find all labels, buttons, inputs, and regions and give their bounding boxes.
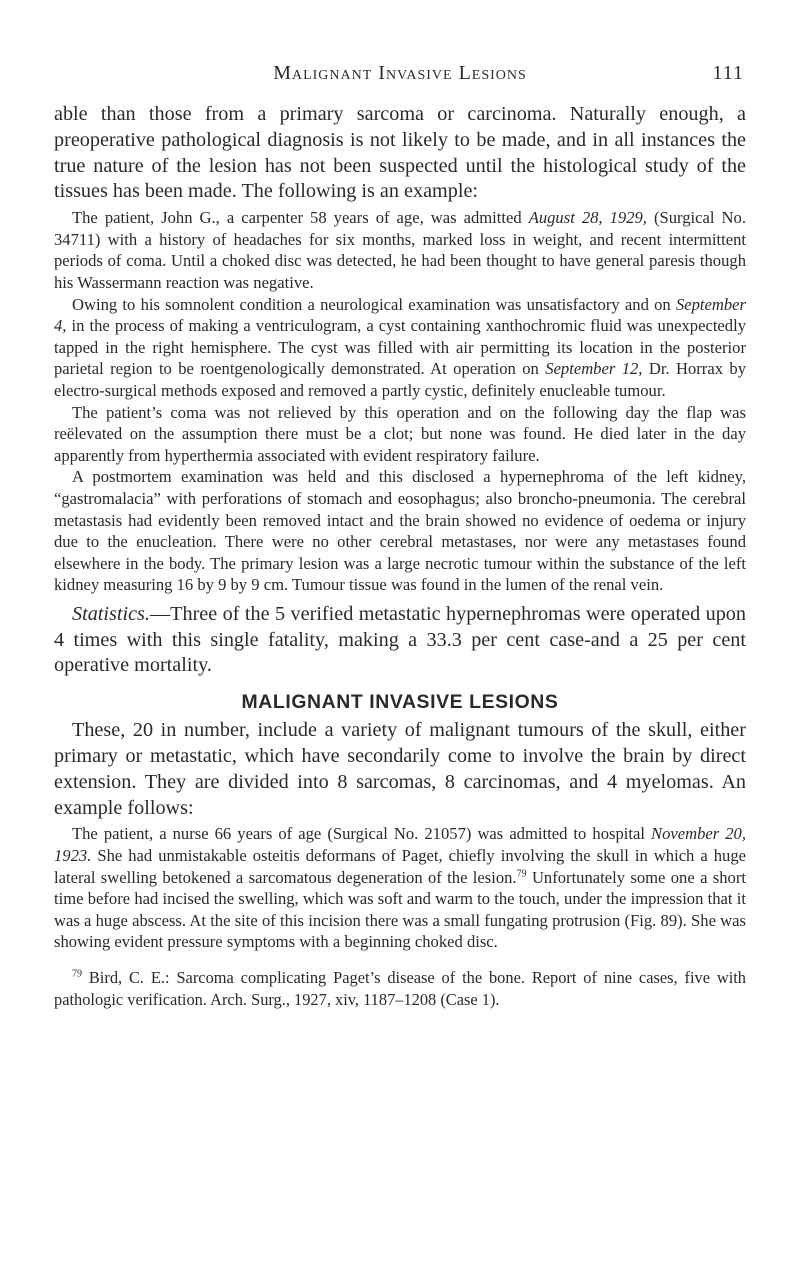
page-number: 111 — [712, 62, 744, 84]
case2-admission-date: November 20, 1923. — [54, 824, 746, 866]
footnote-text: Bird, C. E.: Sarcoma complicating Paget’s disease of the bone. Report of nine cases, five with pathologic verification. Arch. Surg., 1927, xiv, 1187–1208 (Case 1). — [54, 968, 746, 1009]
case1-paragraph-1 — [54, 207, 746, 293]
case1-admission-date: August 28, 1929, — [528, 208, 647, 228]
section-intro-paragraph: These, 20 in number, include a variety of malignant tumours of the skull, either primary or metastatic, which have secondarily come to involve the brain by direct extension. They are divided into 8 sarcomas, 8 carcinomas, and 4 myelomas. An example follows: — [54, 719, 746, 819]
statistics-paragraph — [54, 602, 746, 679]
footnote-number: 79 — [72, 968, 82, 980]
case2-text-a: The patient, a nurse 66 years of age (Surgical No. 21057) was admitted to hospital — [72, 824, 651, 844]
case1-paragraph-2 — [54, 294, 746, 402]
case1-text-b: (Surgical No. 34711) with a history of headaches for six months, marked loss in weight, and recent intermittent periods of coma. Until a choked disc was detected, he had been thought to have general paresis though his Wassermann reaction was negative. — [54, 208, 746, 292]
case2-text-c: Unfortunately some one a short time before had incised the swelling, which was soft and warm to the touch, under the impression that it was a huge abscess. At the site of this incision there was a small fungating protrusion (Fig. 89). She was showing evident pressure symptoms with a beginning choked disc. — [54, 867, 746, 952]
statistics-text: —Three of the 5 verified metastatic hypernephromas were operated upon 4 times with this single fatality, making a 33.3 per cent case-and a 25 per cent operative mortality. — [54, 602, 746, 677]
case1-paragraph-4: A postmortem examination was held and this disclosed a hypernephroma of the left kidney, “gastromalacia” with perforations of stomach and eosophagus; also broncho-pneumonia. The cerebral metastasis had evidently been removed intact and the brain showed no evidence of oedema or injury due to the enucleation. There were no other cerebral metastases, nor were any metastases found elsewhere in the body. The primary lesion was a large necrotic tumour within the substance of the left kidney measuring 16 by 9 by 9 cm. Tumour tissue was found in the lumen of the renal vein. — [54, 467, 746, 595]
running-head — [54, 62, 746, 86]
case1-paragraph-3: The patient’s coma was not relieved by this operation and on the following day the flap was reëlevated on the assumption there must be a clot; but none was found. He died later in the day apparently from hyperthermia associated with evident respiratory failure. — [54, 402, 746, 465]
case1-text-a: The patient, John G., a carpenter 58 years of age, was admitted — [72, 208, 529, 228]
case1-ventriculogram-date: September 4, — [54, 294, 746, 336]
case2-paragraph — [54, 823, 746, 953]
case1-operation-date: September 12, — [545, 359, 643, 379]
case1-text-d: in the process of making a ventriculogram, a cyst containing xanthochromic fluid was unexpectedly tapped in the right hemisphere. The cyst was filled with air permitting its location in the posterior parietal region to be roentgenologically demonstrated. At operation on — [54, 316, 746, 379]
body-text — [54, 102, 746, 1010]
intro-paragraph: able than those from a primary sarcoma or carcinoma. Naturally enough, a preoperative pathological diagnosis is not likely to be made, and in all instances the true nature of the lesion has not been suspected until the histological study of the tissues has been made. The following is an example: — [54, 103, 746, 203]
case1-text-c: Owing to his somnolent condition a neurological examination was unsatisfactory and on — [72, 294, 676, 314]
running-title: Malignant Invasive Lesions — [273, 62, 527, 84]
statistics-label: Statistics. — [72, 602, 150, 625]
case2-text-b: She had unmistakable osteitis deformans of Paget, chiefly involving the skull in which a huge lateral swelling betokened a sarcomatous degeneration of the lesion. — [54, 846, 746, 887]
case1-text-e: Dr. Horrax by electro-surgical methods exposed and removed a partly cystic, definitely enucleable tumour. — [54, 359, 746, 400]
footnote-reference: 79 — [516, 868, 527, 880]
section-heading: MALIGNANT INVASIVE LESIONS — [241, 691, 559, 714]
footnote — [54, 967, 746, 1010]
